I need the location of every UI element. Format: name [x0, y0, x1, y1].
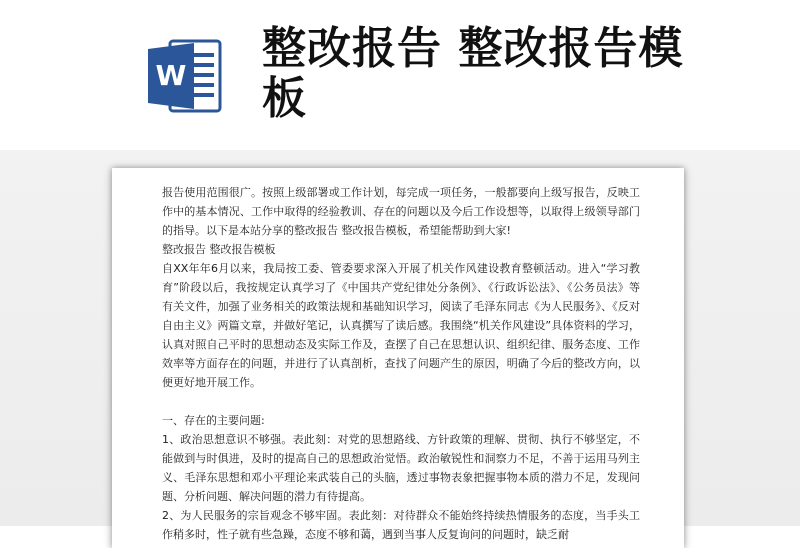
list-item-2: 2、为人民服务的宗旨观念不够牢固。表此刻：对待群众不能始终持续热情服务的态度，当手头工作稍多时，性子就有些急躁，态度不够和蔼，遇到当事人反复询问的问题时，缺乏耐	[162, 509, 640, 541]
blank-line	[162, 392, 640, 411]
section-heading: 一、存在的主要问题:	[162, 414, 265, 427]
list-item-1: 1、政治思想意识不够强。表此刻：对党的思想路线、方针政策的理解、贯彻、执行不够坚定，不能做到与时俱进，及时的提高自己的思想政治觉悟。政治敏锐性和洞察力不足，不善于运用马列主义、毛泽东思想和邓小平理论来武装自己的头脑，透过事物表象把握事物本质的潜力不足，发现问题、分析问题、解决问题的潜力有待提高。	[162, 433, 640, 503]
document-body	[162, 183, 640, 544]
logo-letter: W	[155, 59, 187, 92]
header	[0, 0, 800, 150]
subtitle-line: 整改报告 整改报告模板	[162, 243, 276, 256]
body-paragraph: 自XX年年6月以来，我局按工委、管委要求深入开展了机关作风建设教育整顿活动。进入“学习教育”阶段以后，我按规定认真学习了《中国共产党纪律处分条例》、《行政诉讼法》、《公务员法》等有关文件，加强了业务相关的政策法规和基础知识学习，阅读了毛泽东同志《为人民服务》、《反对自由主义》两篇文章，并做好笔记，认真撰写了读后感。我围绕“机关作风建设”具体资料的学习，认真对照自己平时的思想动态及实际工作及，查摆了自己在思想认识、组织纪律、服务态度、工作效率等方面存在的问题，并进行了认真剖析，查找了问题产生的原因，明确了今后的整改方向，以便更好地开展工作。	[162, 262, 640, 389]
document-title: 整改报告 整改报告模板	[262, 23, 684, 124]
intro-paragraph: 报告使用范围很广。按照上级部署或工作计划，每完成一项任务，一般都要向上级写报告，反映工作中的基本情况、工作中取得的经验教训、存在的问题以及今后工作设想等，以取得上级领导部门的指导。以下是本站分享的整改报告 整改报告模板，希望能帮助到大家!	[162, 186, 640, 237]
word-logo-icon	[146, 37, 224, 115]
